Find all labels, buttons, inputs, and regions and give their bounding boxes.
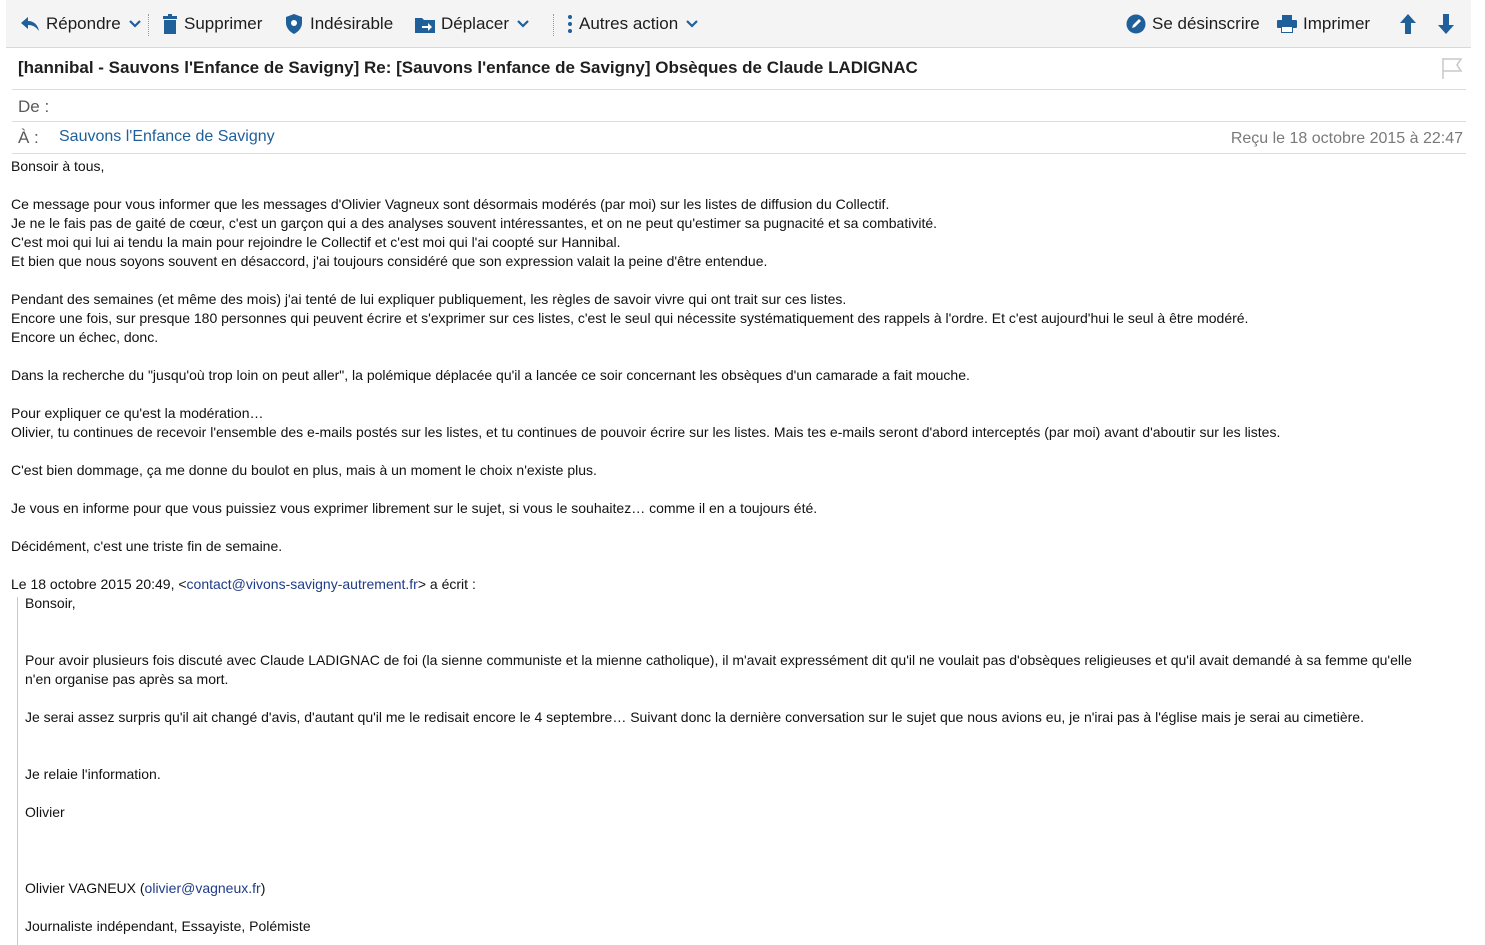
email-subject: [hannibal - Sauvons l'Enfance de Savigny] Re: [Sauvons l'enfance de Savigny] Obsèques de Claude LADIGNAC: [18, 58, 918, 77]
body-line: Encore un échec, donc.: [11, 329, 159, 345]
reply-label: Répondre: [46, 14, 121, 33]
received-date: Reçu le 18 octobre 2015 à 22:47: [1230, 130, 1463, 147]
unsubscribe-button[interactable]: [1126, 0, 1260, 48]
body-line: Pour expliquer ce qu'est la modération…: [11, 405, 264, 421]
body-line: Je vous en informe pour que vous puissiez vous exprimer librement sur le sujet, si vous le souhaitez… comme il en a toujours été.: [11, 500, 818, 516]
print-button[interactable]: [1277, 0, 1370, 48]
printer-icon: [1277, 14, 1297, 34]
divider: [12, 153, 1466, 154]
body-line: Pendant des semaines (et même des mois) j'ai tenté de lui expliquer publiquement, les règles de savoir vivre qui ont trait sur ces listes.: [11, 291, 847, 307]
quote-line: Pour avoir plusieurs fois discuté avec Claude LADIGNAC de foi (la sienne communiste et la mienne catholique), il m'avait expressément dit qu'il ne voulait pas d'obsèques religieuses et qu'il avait demandé à sa femme qu'elle: [25, 652, 1412, 668]
quote-line: n'en organise pas après sa mort.: [25, 671, 229, 687]
body-line: Et bien que nous soyons souvent en désaccord, j'ai toujours considéré que son expression valait la peine d'être entendue.: [11, 253, 768, 269]
print-label: Imprimer: [1303, 14, 1371, 33]
quote-greeting: Bonsoir,: [25, 595, 76, 611]
arrow-down-icon: [1436, 14, 1456, 34]
attribution-suffix: > a écrit :: [417, 576, 476, 592]
body-line: Je ne le fais pas de gaité de cœur, c'est un garçon qui a des analyses souvent intéressantes, et on ne peut qu'estimer sa pugnacité et sa combativité.: [11, 215, 938, 231]
chevron-down-icon[interactable]: [686, 20, 698, 28]
attribution-email-link[interactable]: contact@vivons-savigny-autrement.fr: [186, 576, 418, 592]
to-recipient-link[interactable]: Sauvons l'Enfance de Savigny: [59, 128, 275, 145]
body-line: Encore une fois, sur presque 180 personnes qui peuvent écrire et s'exprimer sur ces listes, c'est le seul qui nécessite systématiquement des rappels à l'ordre. Et c'est aujourd'hui le seul à être modéré.: [11, 310, 1249, 326]
body-line: Dans la recherche du "jusqu'où trop loin on peut aller", la polémique déplacée qu'il a lancée ce soir concernant les obsèques d'un camarade a fait mouche.: [11, 367, 970, 383]
message-toolbar: [6, 0, 1471, 48]
reply-button[interactable]: [20, 0, 141, 48]
folder-move-icon: [415, 14, 435, 34]
body-line: Décidément, c'est une triste fin de semaine.: [11, 538, 283, 554]
body-line: Bonsoir à tous,: [11, 158, 105, 174]
body-line: C'est bien dommage, ça me donne du boulot en plus, mais à un moment le choix n'existe plus.: [11, 462, 597, 478]
signature-name: [25, 880, 265, 896]
to-label: À :: [18, 128, 39, 147]
shield-icon: [284, 14, 304, 34]
quote-line: Je relaie l'information.: [25, 766, 161, 782]
body-line: Ce message pour vous informer que les messages d'Olivier Vagneux sont désormais modérés (par moi) sur les listes de diffusion du Collectif.: [11, 196, 890, 212]
move-button[interactable]: [415, 0, 529, 48]
delete-button[interactable]: [162, 0, 262, 48]
from-label: De :: [18, 97, 50, 116]
divider: [12, 89, 1466, 90]
arrow-up-icon: [1398, 14, 1418, 34]
more-actions-button[interactable]: [567, 0, 698, 48]
divider: [12, 121, 1466, 122]
unsubscribe-icon: [1126, 14, 1146, 34]
signature-title: Journaliste indépendant, Essayiste, Polémiste: [25, 918, 311, 934]
reply-arrow-icon: [20, 14, 40, 34]
delete-label: Supprimer: [184, 14, 263, 33]
move-label: Déplacer: [441, 14, 510, 33]
quote-signoff: Olivier: [25, 804, 65, 820]
more-actions-label: Autres action: [579, 14, 679, 33]
chevron-down-icon[interactable]: [129, 20, 141, 28]
sig-suffix: ): [260, 880, 266, 896]
sig-prefix: Olivier VAGNEUX (: [25, 880, 145, 896]
quote-attribution: [11, 576, 476, 592]
spam-label: Indésirable: [310, 14, 394, 33]
unsubscribe-label: Se désinscrire: [1152, 14, 1260, 33]
body-line: C'est moi qui lui ai tendu la main pour rejoindre le Collectif et c'est moi qui l'ai coopté sur Hannibal.: [11, 234, 621, 250]
body-line: Olivier, tu continues de recevoir l'ensemble des e-mails postés sur les listes, et tu continues de pouvoir écrire sur les listes. Mais tes e-mails seront d'abord interceptés (par moi) avant d'aboutir sur les listes.: [11, 424, 1281, 440]
spam-button[interactable]: [284, 0, 393, 48]
more-vertical-icon: [567, 14, 573, 34]
quote-line: Je serai assez surpris qu'il ait changé d'avis, d'autant qu'il me le redisait encore le 4 septembre… Suivant donc la dernière conversation sur le sujet que nous avions eu, je n'irai pas à l'église mais je serai au cimetière.: [25, 709, 1364, 725]
chevron-down-icon[interactable]: [517, 20, 529, 28]
quote-bar: [17, 597, 18, 945]
previous-message-button[interactable]: [1398, 0, 1424, 48]
flag-icon[interactable]: [1440, 56, 1464, 80]
toolbar-separator: [148, 14, 149, 36]
signature-email-link[interactable]: olivier@vagneux.fr: [144, 880, 261, 896]
toolbar-separator: [553, 14, 554, 36]
trash-icon: [162, 14, 178, 34]
next-message-button[interactable]: [1436, 0, 1462, 48]
attribution-prefix: Le 18 octobre 2015 20:49, <: [11, 576, 187, 592]
